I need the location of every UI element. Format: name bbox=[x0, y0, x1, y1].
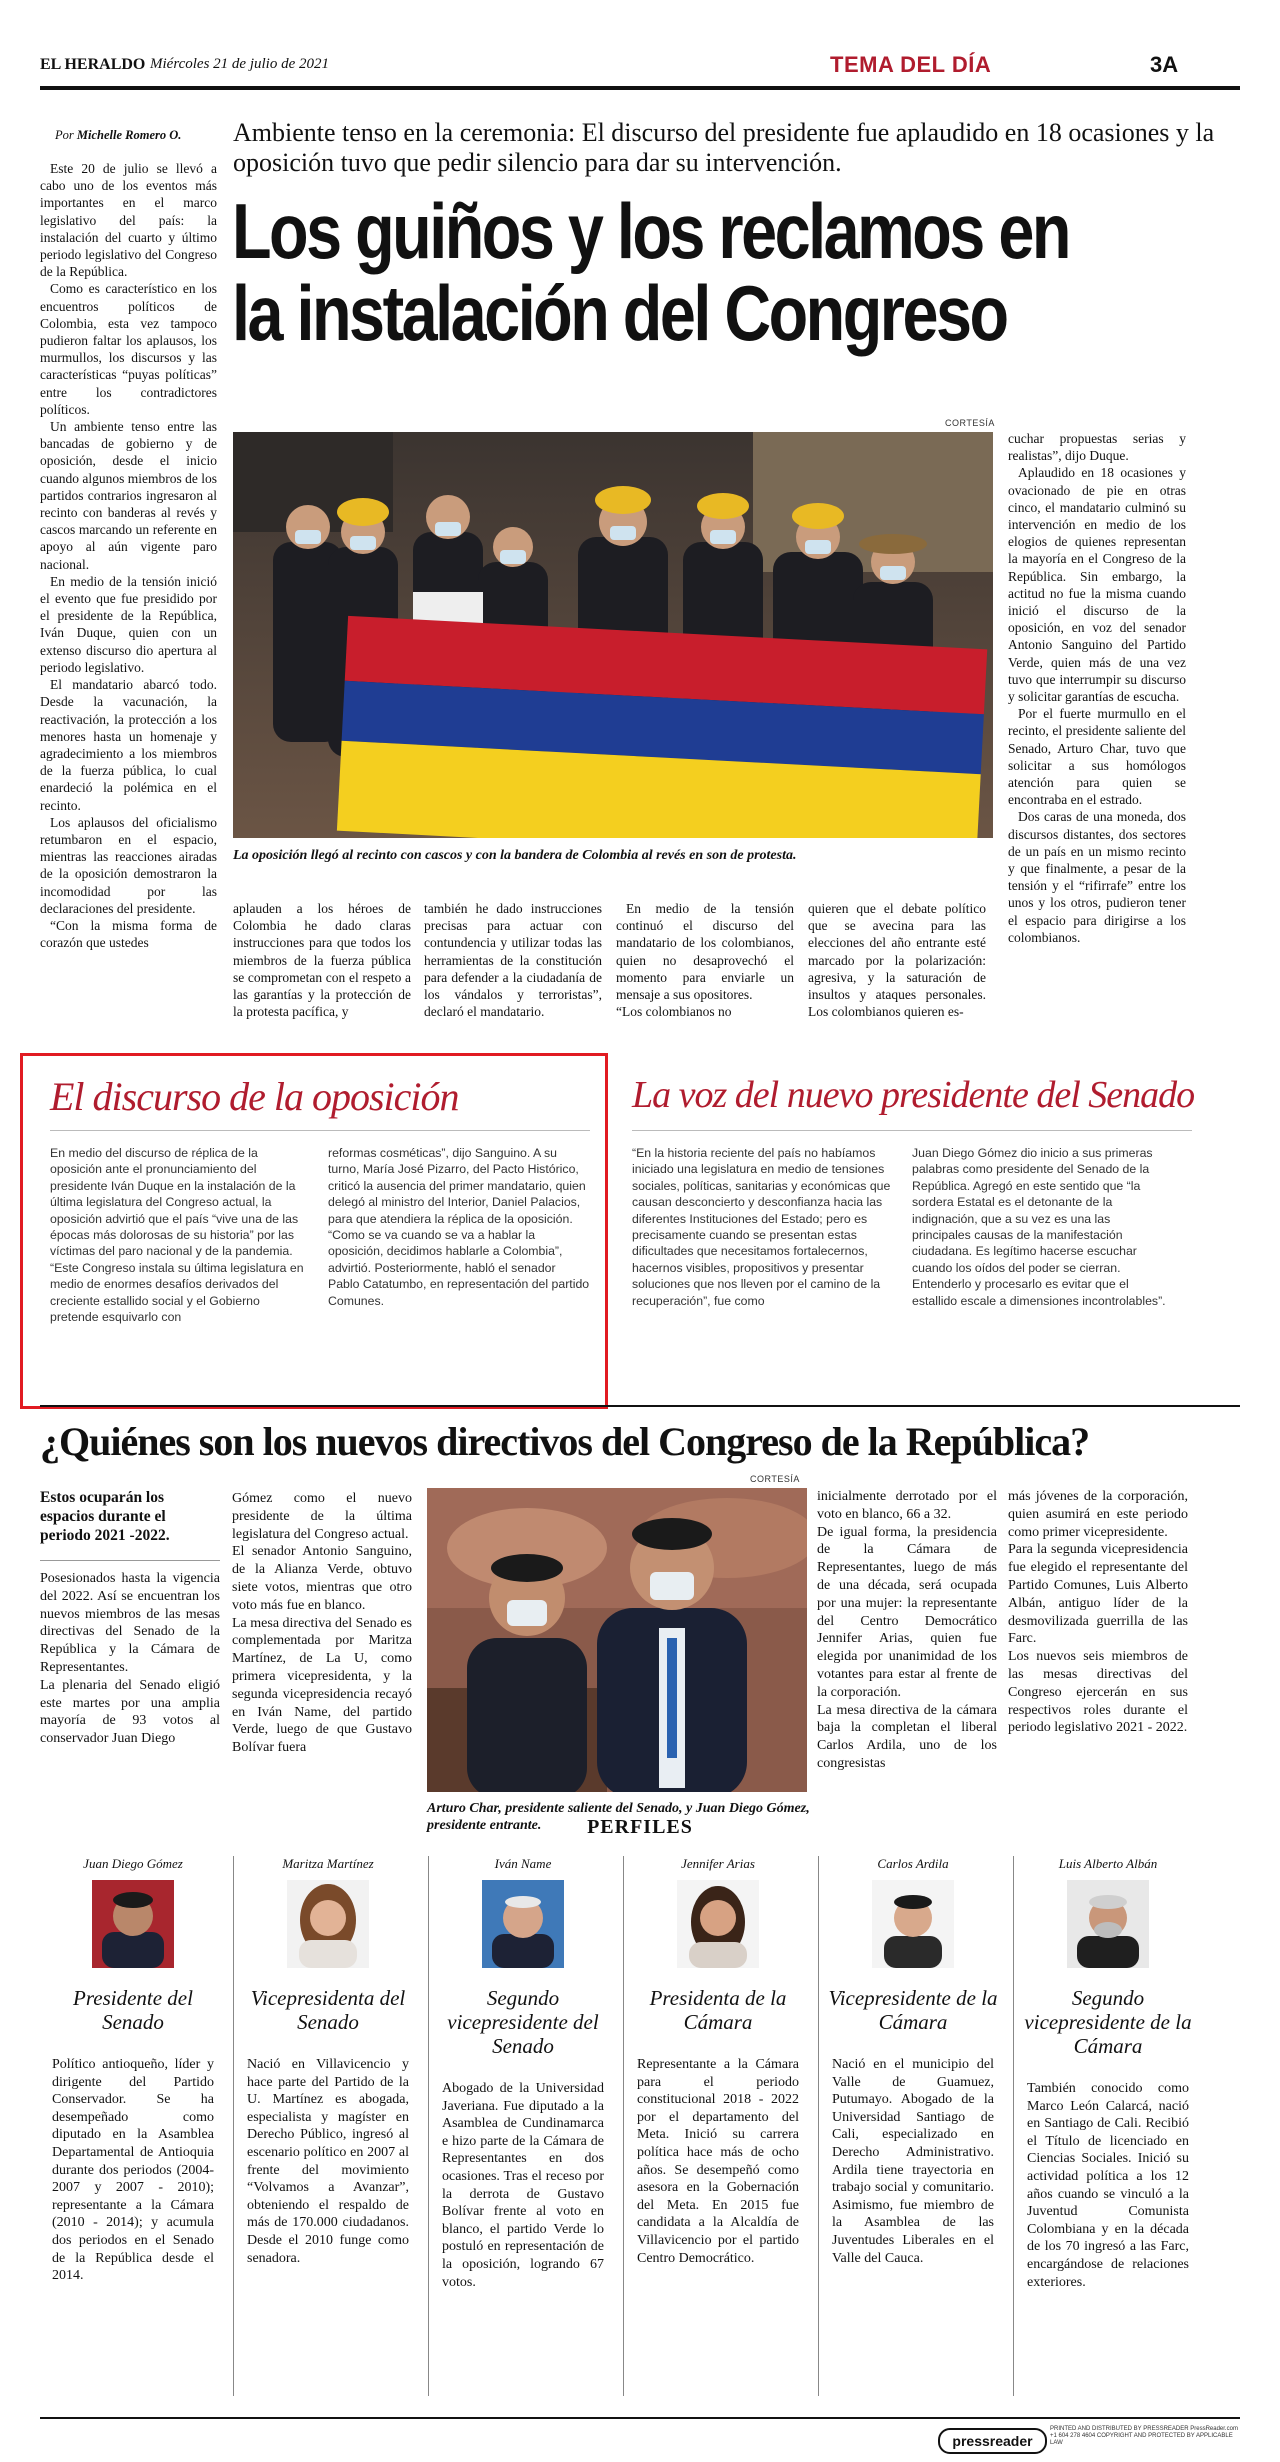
profile-name: Luis Alberto Albán bbox=[1058, 1856, 1158, 1871]
directivos-lead: Estos ocuparán los espacios durante el periodo 2021 -2022. bbox=[40, 1489, 170, 1544]
directivos-col-4: más jóvenes de la corporación, quien asumirá en este periodo como primer vicepresidente. Para la segunda vicepresidencia fue elegido el representante del Partido Comunes, Luis Alberto Albán, antiguo líder de la desmovilizada guerrilla de las Farc. Los nuevos seis miembros de las mesas directivas del Congreso ejercerán en sus respectivos roles durante el periodo legislativo 2021 - 2022. bbox=[1008, 1489, 1188, 1736]
profile-separator bbox=[428, 1856, 429, 2396]
paragraph: aplauden a los héroes de Colombia he dado claras instrucciones para que todos los miembros de la fuerza pública se comprometan con el respeto a las garantías y la protección de la protesta pacífica, y bbox=[233, 901, 411, 1020]
profile-card bbox=[430, 1856, 616, 2396]
paragraph: Este 20 de julio se llevó a cabo uno de los eventos más importantes en el marco legislativo del país: la instalación del cuarto y último periodo legislativo del Congreso de la República. bbox=[40, 161, 217, 280]
paragraph: “Con la misma forma de corazón que ustedes bbox=[40, 917, 217, 951]
profile-name: Maritza Martínez bbox=[282, 1856, 374, 1871]
section-title: TEMA DEL DÍA bbox=[830, 52, 992, 77]
opposition-title: El discurso de la oposición bbox=[50, 1074, 459, 1119]
directivos-col-3: inicialmente derrotado por el voto en blanco, 66 a 32. De igual forma, la presidencia de la Cámara de Representantes, luego de más de una década, será ocupada por una mujer: la representante del Centro Democrático Jennifer Arias, quien fue elegida por unanimidad de los votantes para estar al frente de la corporación. La mesa directiva de la cámara baja la completan el liberal Carlos Ardila, uno de los congresistas bbox=[817, 1489, 997, 1771]
paragraph: En medio de la tensión continuó el discurso del mandatario de los colombianos, quien no desaprovechó el momento para enviarle un mensaje a sus opositores. “Los colombianos no bbox=[616, 901, 794, 1020]
profile-separator bbox=[623, 1856, 624, 2396]
left-column bbox=[40, 160, 217, 1055]
paragraph: cuchar propuestas serias y realistas”, dijo Duque. bbox=[1008, 431, 1186, 464]
main-photo-caption: La oposición llegó al recinto con cascos y con la bandera de Colombia al revés en son de protesta. bbox=[233, 848, 797, 863]
profile-name: Juan Diego Gómez bbox=[83, 1856, 183, 1871]
profile-photo bbox=[287, 1880, 369, 1968]
mid-column-4 bbox=[808, 900, 986, 1050]
congress-protest-photo bbox=[233, 432, 993, 838]
directivos-col-2: Gómez como el nuevo presidente de la última legislatura del Congreso actual. El senador Antonio Sanguino, de la Alianza Verde, obtuvo siete votos, mientras que otro voto más fue en blanco. La mesa directiva del Senado es complementada por Maritza Martínez, de La U, como primera vicepresidenta, y la segunda vicepresidencia recayó en Iván Name, del partido Verde, luego de que Gustavo Bolívar fuera bbox=[232, 1491, 412, 1756]
directivos-title: ¿Quiénes son los nuevos directivos del Congreso de la República? bbox=[40, 1419, 1090, 1464]
profile-role: Presidente del Senado bbox=[73, 1986, 193, 2034]
main-photo bbox=[233, 432, 993, 838]
profile-text: Nació en el municipio del Valle de Guamuez, Putumayo. Abogado de la Universidad Santiago de Cali, especializado en Derecho Administrativo. Ardila tiene trayectoria en trabajo social y comunitario. Asimismo, fue miembro de la Asamblea de las Juventudes Liberales en el Valle del Cauca. bbox=[832, 2057, 994, 2266]
byline bbox=[55, 128, 181, 143]
perfiles-title: PERFILES bbox=[587, 1816, 693, 1838]
profile-photo bbox=[1067, 1880, 1149, 1968]
divider bbox=[632, 1130, 1192, 1131]
photo-credit: CORTESÍA bbox=[750, 1474, 800, 1484]
profile-role: Vicepresidenta del Senado bbox=[250, 1986, 406, 2034]
right-column bbox=[1008, 430, 1186, 1050]
profile-separator bbox=[233, 1856, 234, 2396]
headline bbox=[232, 187, 1070, 357]
profile-separator bbox=[1013, 1856, 1014, 2396]
mid-column-2 bbox=[424, 900, 602, 1050]
headline-line-2: la instalación del Congreso bbox=[232, 269, 1007, 357]
paragraph: Como es característico en los encuentros políticos de Colombia, esta vez tampoco pudieron faltar los aplausos, los murmullos, los discursos y las características “puyas políticas” entre los contradictores políticos. bbox=[40, 281, 217, 417]
profile-photo bbox=[92, 1880, 174, 1968]
profile-role: Vicepresidente de la Cámara bbox=[828, 1986, 998, 2034]
directivos-col-1: Posesionados hasta la vigencia del 2022. Así se encuentran los nuevos miembros de las mesas directivas del Senado de la República y la Cámara de Representantes. La plenaria del Senado eligió este martes por una amplia mayoría de 93 votos al conservador Juan Diego bbox=[40, 1571, 220, 1747]
mid-column-3 bbox=[616, 900, 794, 1050]
opposition-col-1: En medio del discurso de réplica de la oposición ante el pronunciamiento del presidente Iván Duque en la instalación de la última legislatura del Congreso actual, la oposición advirtió que el país “vive una de las épocas más dolorosas de su historia” por las víctimas del paro nacional y de la pandemia. “Este Congreso instala su última legislatura en medio de enormes desafíos derivados del creciente estallido social y el Gobierno pretende esquivarlo con bbox=[50, 1146, 304, 1325]
footer-rule bbox=[40, 2417, 1240, 2419]
senate-col-1: “En la historia reciente del país no habíamos iniciado una legislatura en medio de tensiones sociales, políticas, sanitarias y económicas que causan desconcierto y desconfianza hacia las diferentes Instituciones del Estado; pero es precisamente cuando se presentan estas dificultades que necesitamos fortalecernos, hacernos visibles, propositivos y presentar soluciones que nos lleven por el camino de la recuperación”, fue como bbox=[632, 1146, 891, 1308]
profile-card bbox=[40, 1856, 226, 2396]
press-note: PRINTED AND DISTRIBUTED BY PRESSREADER PressReader.com +1 604 278 4604 COPYRIGHT AND PROTECTED BY APPLICABLE LAW bbox=[1050, 2426, 1238, 2446]
paragraph: también he dado instrucciones precisas para actuar con contundencia y utilizar todas las herramientas de la constitución para defender a la ciudadanía de los vándalos y terroristas”, declaró el mandatario. bbox=[424, 901, 602, 1020]
kicker: Ambiente tenso en la ceremonia: El discurso del presidente fue aplaudido en 18 ocasiones y la oposición tuvo que pedir silencio para dar su intervención. bbox=[233, 118, 1215, 177]
profile-text: Representante a la Cámara para el periodo constitucional 2018 - 2022 por el departamento del Meta. Inició su carrera política hace más de ocho años. Se desempeñó como asesora en la Gobernación del Meta. En 2015 fue candidata a la Alcaldía de Villavicencio por el partido Centro Democrático. bbox=[637, 2057, 799, 2266]
paragraph: El mandatario abarcó todo. Desde la vacunación, la reactivación, la protección a los menores hasta un homenaje y agradecimiento a los miembros de la fuerza pública, lo cual enardeció la polémica en el recinto. bbox=[40, 677, 217, 813]
paragraph: Aplaudido en 18 ocasiones y ovacionado de pie en otras cinco, el mandatario culminó su intervención en medio de los elogios de quienes representan la mayoría en el Congreso de la República. Sin embargo, la actitud no fue la misma cuando inició el discurso de la oposición, en voz del senador Antonio Sanguino del Partido Verde, quien más de una vez tuvo que interrumpir su discurso y solicitar garantías de escucha. bbox=[1008, 465, 1186, 705]
directivos-photo bbox=[427, 1488, 807, 1792]
pressreader-logo: pressreader bbox=[938, 2428, 1047, 2454]
profile-photo bbox=[872, 1880, 954, 1968]
paragraph: Los aplausos del oficialismo retumbaron en el espacio, mientras las reacciones airadas de la oposición demostraron la incomodidad por las declaraciones del presidente. bbox=[40, 814, 217, 916]
profile-name: Carlos Ardila bbox=[877, 1856, 949, 1871]
senate-col-2: Juan Diego Gómez dio inicio a sus primeras palabras como presidente del Senado de la República. Agregó en este sentido que “la sordera Estatal es el detonante de la indignación, que a su vez es una las principales causas de la manifestación ciudadana. Es legítimo hacerse escuchar cuando los oídos del poder se cierran. Entenderlo y procesarlo es evitar que el estallido escale a dimensiones incontrolables”. bbox=[912, 1146, 1166, 1308]
profile-text: Abogado de la Universidad Javeriana. Fue diputado a la Asamblea de Cundinamarca e hizo parte de la Cámara de Representantes en dos ocasiones. Tras el receso por la derrota de Gustavo Bolívar frente al voto en blanco, el partido Verde lo postuló en representación de la oposición, logrando 67 votos. bbox=[442, 2081, 604, 2290]
paragraph: Un ambiente tenso entre las bancadas de gobierno y de oposición, desde el inicio cuando algunos miembros de los partidos contrarios ingresaron al recinto con banderas al revés y cascos marcando un referente en apoyo al aún vigente paro nacional. bbox=[40, 419, 217, 572]
paragraph: En medio de la tensión inició el evento que fue presidido por el presidente de la República, Iván Duque, quien con un extenso discurso dio apertura al periodo legislativo. bbox=[40, 573, 217, 675]
senate-title: La voz del nuevo presidente del Senado bbox=[632, 1074, 1195, 1116]
profile-separator bbox=[818, 1856, 819, 2396]
headline-line-1: Los guiños y los reclamos en bbox=[232, 187, 1069, 275]
profile-name: Iván Name bbox=[494, 1856, 552, 1871]
divider bbox=[40, 1560, 220, 1561]
mid-column-1 bbox=[233, 900, 411, 1050]
masthead-name: EL HERALDO bbox=[40, 56, 146, 73]
profile-card bbox=[820, 1856, 1006, 2396]
paragraph: Por el fuerte murmullo en el recinto, el presidente saliente del Senado, Arturo Char, tuvo que solicitar a sus homólogos atención para quien se encontraba en el estrado. bbox=[1008, 706, 1186, 808]
profile-card bbox=[1015, 1856, 1201, 2396]
profile-text: Nació en Villavicencio y hace parte del Partido de la U. Martínez es abogada, especialista y magíster en Derecho Público, ingresó al escenario político en 2007 al frente del movimiento “Volvamos a Avanzar”, obteniendo el respaldo de más de 170.000 ciudadanos. Desde el 2010 funge como senadora. bbox=[247, 2057, 409, 2266]
profile-text: También conocido como Marco León Calarcá, nació en Santiago de Cali. Recibió el Título de licenciado en Ciencias Sociales. Inició su actividad política a los 12 años cuando se vinculó a la Juventud Comunista Colombiana y en la década de los 70 ingresó a las Farc, encargándose de relaciones exteriores. bbox=[1027, 2081, 1189, 2290]
profile-role: Segundo vicepresidente de la Cámara bbox=[1024, 1986, 1192, 2058]
divider bbox=[50, 1130, 590, 1131]
profile-text: Político antioqueño, líder y dirigente del Partido Conservador. Se ha desempeñado como diputado en la Asamblea Departamental de Antioquia durante dos periodos (2004-2007 y 2007 - 2010); representante a la Cámara (2010 - 2014); y acumula dos periodos en el Senado de la República desde el 2014. bbox=[52, 2057, 214, 2284]
byline-prefix: Por bbox=[55, 128, 74, 142]
header-rule bbox=[40, 86, 1240, 90]
profile-photo bbox=[482, 1880, 564, 1968]
profile-card bbox=[235, 1856, 421, 2396]
opposition-col-2: reformas cosméticas”, dijo Sanguino. A su turno, María José Pizarro, del Pacto Histórico, criticó la ausencia del primer mandatario, quien delegó al ministro del Interior, Daniel Palacios, para que atendiera la réplica de la oposición. “Como se va cuando se va a hablar la oposición, decidimos hablarle a Colombia”, advirtió. Posteriormente, habló el senador Pablo Catatumbo, en representación del partido Comunes. bbox=[328, 1146, 590, 1308]
paragraph: Dos caras de una moneda, dos discursos distantes, dos sectores de un país en un mismo recinto y que finalmente, a pesar de la tensión y el “rifirrafe” entre los unos y los otros, pudieron tener el espacio para dirigirse a los colombianos. bbox=[1008, 809, 1186, 945]
byline-name: Michelle Romero O. bbox=[76, 128, 182, 142]
masthead-date: Miércoles 21 de julio de 2021 bbox=[150, 56, 329, 72]
directivos-photo-caption: Arturo Char, presidente saliente del Senado, y Juan Diego Gómez, presidente entrante. bbox=[427, 1801, 810, 1833]
paragraph: quieren que el debate político que se avecina para las elecciones del año entrante esté marcado por la polarización: agresiva, y la saturación de insultos y ataques personales. Los colombianos quieren es- bbox=[808, 901, 986, 1020]
profile-photo bbox=[677, 1880, 759, 1968]
senate-presidents-photo bbox=[427, 1488, 807, 1792]
profile-name: Jennifer Arias bbox=[681, 1856, 755, 1871]
photo-credit: CORTESÍA bbox=[945, 418, 995, 428]
profile-card bbox=[625, 1856, 811, 2396]
page-number: 3A bbox=[1150, 52, 1179, 77]
section-rule bbox=[40, 1405, 1240, 1407]
profile-role: Presidenta de la Cámara bbox=[649, 1986, 787, 2034]
profile-role: Segundo vicepresidente del Senado bbox=[447, 1986, 599, 2058]
